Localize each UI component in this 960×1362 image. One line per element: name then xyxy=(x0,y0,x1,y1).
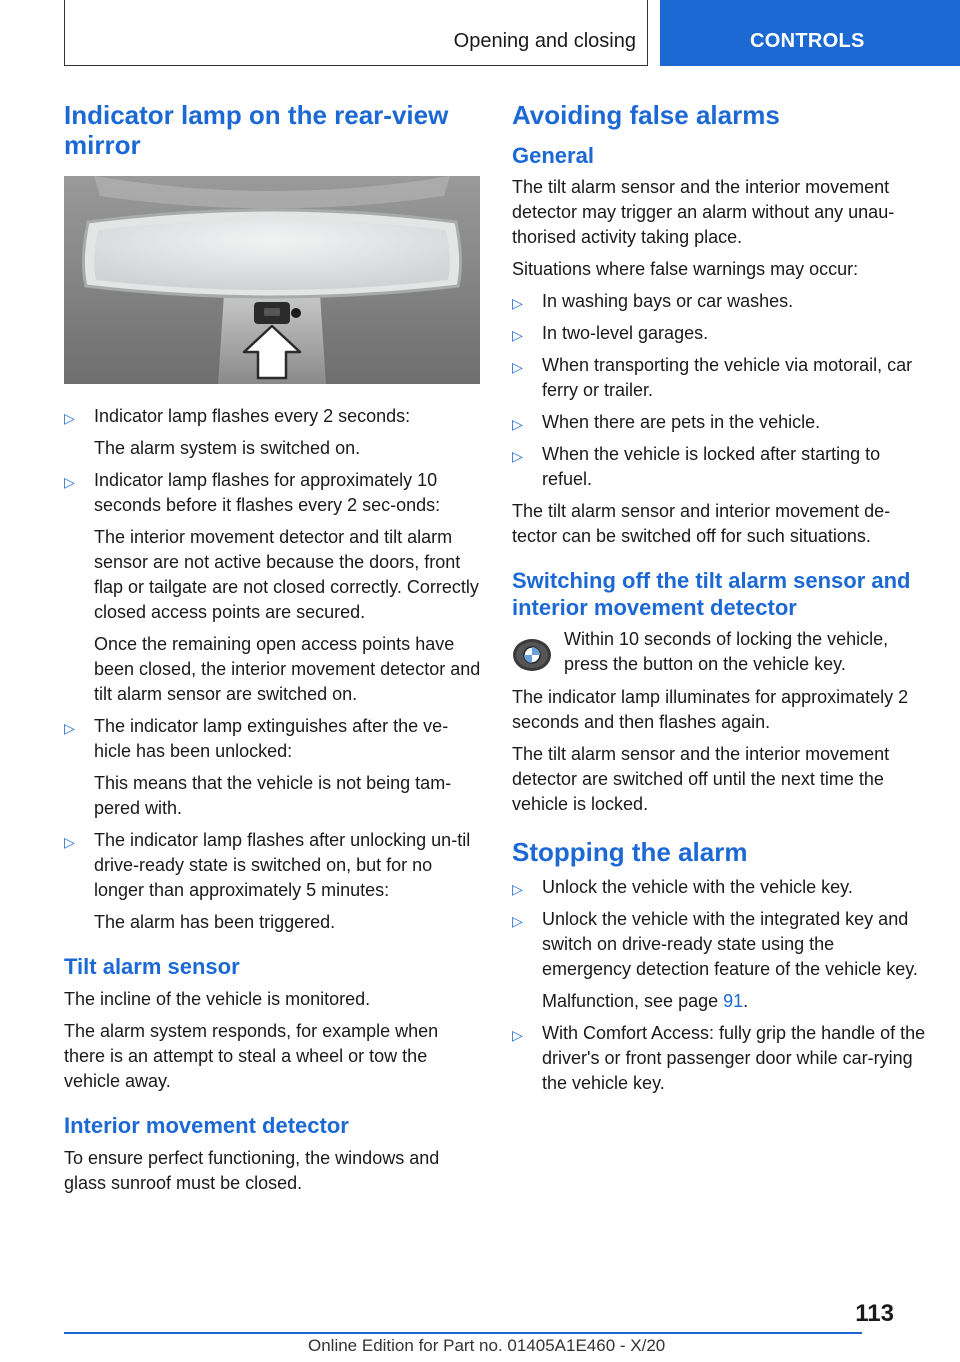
footer-divider xyxy=(64,1332,862,1334)
list-item xyxy=(64,828,484,935)
left-column xyxy=(64,100,484,1203)
general-paragraph-2: Situations where false warnings may occur: xyxy=(512,259,859,279)
vehicle-key-icon xyxy=(512,637,552,673)
list-item xyxy=(512,442,928,492)
page-header xyxy=(64,0,960,66)
header-chapter-tab: CONTROLS xyxy=(660,0,960,66)
bullet-triangle-icon: ▷ xyxy=(512,359,523,375)
interior-paragraph-1: To ensure perfect functioning, the windows and glass sunroof must be closed. xyxy=(64,1148,440,1193)
heading-avoiding-false-alarms: Avoiding false alarms xyxy=(512,100,780,130)
general-paragraph-1: The tilt alarm sensor and the interior movement detector may trigger an alarm without any unau-thorised activity taking place. xyxy=(512,177,895,247)
bullet-triangle-icon: ▷ xyxy=(512,416,523,432)
list-item xyxy=(512,875,928,900)
list-item-lead: Indicator lamp flashes every 2 seconds: xyxy=(94,406,411,426)
bullet-triangle-icon: ▷ xyxy=(64,834,75,850)
heading-general: General xyxy=(512,143,594,168)
bullet-triangle-icon: ▷ xyxy=(512,448,523,464)
list-item-lead: Indicator lamp flashes for approximately 10 seconds before it flashes every 2 sec-onds: xyxy=(94,470,441,515)
page-link-91[interactable]: 91 xyxy=(723,991,744,1011)
heading-interior-movement-detector: Interior movement detector xyxy=(64,1113,349,1138)
rear-view-mirror-illustration xyxy=(64,176,480,384)
list-item xyxy=(512,1021,928,1096)
list-item-text: In two-level garages. xyxy=(542,323,709,343)
list-item-text: When there are pets in the vehicle. xyxy=(542,412,821,432)
list-item-text: In washing bays or car washes. xyxy=(542,291,794,311)
indicator-lamp-list xyxy=(64,404,484,935)
list-item xyxy=(64,714,484,821)
list-item xyxy=(64,404,484,461)
tilt-paragraph-2: The alarm system responds, for example when there is an attempt to steal a wheel or tow the vehicle away. xyxy=(64,1021,439,1091)
right-column xyxy=(512,100,928,1103)
heading-indicator-lamp: Indicator lamp on the rear-view mirror xyxy=(64,100,449,160)
list-item-lead: The indicator lamp flashes after unlocking un-til drive-ready state is switched on, but for no longer than approximately 5 minutes: xyxy=(94,830,471,900)
list-item-detail: The alarm has been triggered. xyxy=(94,912,336,932)
list-item xyxy=(512,321,928,346)
list-item-text: When transporting the vehicle via motorail, car ferry or trailer. xyxy=(542,355,913,400)
bullet-triangle-icon: ▷ xyxy=(512,913,523,929)
bullet-triangle-icon: ▷ xyxy=(64,474,75,490)
heading-tilt-alarm-sensor: Tilt alarm sensor xyxy=(64,954,240,979)
list-item-detail: The interior movement detector and tilt alarm sensor are not active because the doors, front flap or tailgate are not closed correctly. Correctly closed access points are secured. xyxy=(94,527,479,622)
list-item xyxy=(512,907,928,1014)
malfunction-suffix: . xyxy=(743,991,749,1011)
tilt-paragraph-1: The incline of the vehicle is monitored. xyxy=(64,989,371,1009)
list-item-text: Unlock the vehicle with the vehicle key. xyxy=(542,877,853,897)
bullet-triangle-icon: ▷ xyxy=(512,1027,523,1043)
list-item-lead: Unlock the vehicle with the integrated key and switch on drive-ready state using the emergency detection feature of the vehicle key. xyxy=(542,909,918,979)
list-item-text: When the vehicle is locked after starting to refuel. xyxy=(542,444,881,489)
heading-switching-off: Switching off the tilt alarm sensor and interior movement detector xyxy=(512,568,911,620)
list-item xyxy=(512,410,928,435)
edition-text: Online Edition for Part no. 01405A1E460 - X/20 xyxy=(308,1336,666,1355)
list-item-detail: The alarm system is switched on. xyxy=(94,438,361,458)
bullet-triangle-icon: ▷ xyxy=(512,881,523,897)
switch-paragraph-2: The indicator lamp illuminates for approximately 2 seconds and then flashes again. xyxy=(512,687,909,732)
list-item-lead: The indicator lamp extinguishes after the ve-hicle has been unlocked: xyxy=(94,716,449,761)
page-number: 113 xyxy=(855,1300,894,1327)
false-warning-situations-list xyxy=(512,289,928,492)
list-item-detail xyxy=(542,989,928,1014)
list-item-text: With Comfort Access: fully grip the handle of the driver's or front passenger door while car-rying the vehicle key. xyxy=(542,1023,926,1093)
bullet-triangle-icon: ▷ xyxy=(512,327,523,343)
switch-paragraph-3: The tilt alarm sensor and the interior movement detector are switched off until the next time the vehicle is locked. xyxy=(512,744,890,814)
malfunction-text: Malfunction, see page xyxy=(542,991,724,1011)
heading-stopping-alarm: Stopping the alarm xyxy=(512,837,748,867)
list-item-detail: This means that the vehicle is not being tam-pered with. xyxy=(94,773,452,818)
list-item xyxy=(512,353,928,403)
bullet-triangle-icon: ▷ xyxy=(512,295,523,311)
list-item xyxy=(64,468,484,707)
bullet-triangle-icon: ▷ xyxy=(64,410,75,426)
switch-paragraph-1: Within 10 seconds of locking the vehicle, press the button on the vehicle key. xyxy=(564,629,889,674)
header-section-title: Opening and closing xyxy=(453,30,636,52)
bullet-triangle-icon: ▷ xyxy=(64,720,75,736)
stopping-alarm-list xyxy=(512,875,928,1096)
general-paragraph-3: The tilt alarm sensor and interior movement de-tector can be switched off for such situations. xyxy=(512,501,891,546)
key-instruction xyxy=(512,627,928,677)
list-item xyxy=(512,289,928,314)
list-item-detail: Once the remaining open access points have been closed, the interior movement detector and tilt alarm sensor are switched on. xyxy=(94,634,481,704)
